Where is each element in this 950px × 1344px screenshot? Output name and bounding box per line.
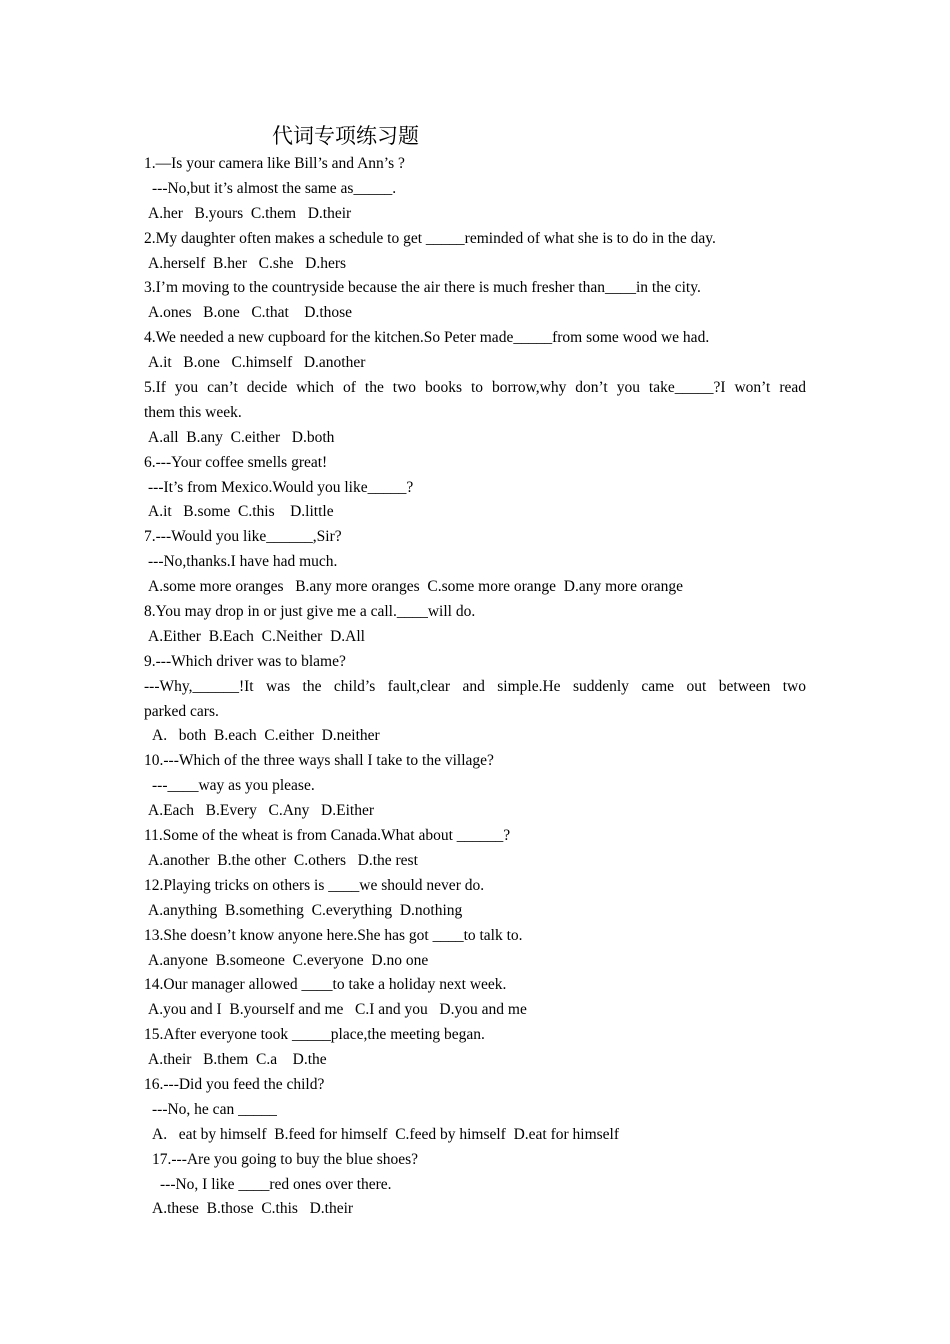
exercise-line: 13.She doesn’t know anyone here.She has got ____to talk to. (144, 926, 523, 944)
exercise-line: ---No, he can _____ (152, 1100, 277, 1118)
exercise-line: A.Each B.Every C.Any D.Either (148, 802, 374, 820)
exercise-line: 6.---Your coffee smells great! (144, 453, 328, 471)
exercise-line: 16.---Did you feed the child? (144, 1075, 325, 1093)
exercise-line: 4.We needed a new cupboard for the kitchen.So Peter made_____from some wood we had. (144, 329, 710, 347)
exercise-line: 15.After everyone took _____place,the meeting began. (144, 1026, 485, 1044)
exercise-line: A. both B.each C.either D.neither (152, 727, 380, 745)
exercise-body (144, 152, 806, 1222)
exercise-line: ---No,thanks.I have had much. (148, 553, 338, 571)
exercise-line: parked cars. (144, 702, 219, 720)
document-title: 代词专项练习题 (272, 124, 419, 148)
exercise-line: A.Either B.Each C.Neither D.All (148, 627, 365, 645)
exercise-line: 7.---Would you like______,Sir? (144, 528, 342, 546)
exercise-line: 8.You may drop in or just give me a call.____will do. (144, 603, 476, 621)
exercise-line: A.another B.the other C.others D.the rest (148, 851, 418, 869)
exercise-line: ---No,but it’s almost the same as_____. (152, 179, 397, 197)
exercise-line: ---No, I like ____red ones over there. (160, 1175, 392, 1193)
exercise-line: A.their B.them C.a D.the (148, 1051, 327, 1069)
exercise-line: 5.If you can’t decide which of the two books to borrow,why don’t you take_____?I won’t read (144, 379, 806, 397)
exercise-line: A.these B.those C.this D.their (152, 1200, 354, 1218)
exercise-line: A.anyone B.someone C.everyone D.no one (148, 951, 429, 969)
exercise-line: A.it B.some C.this D.little (148, 503, 334, 521)
exercise-line: 2.My daughter often makes a schedule to get _____reminded of what she is to do in the day. (144, 229, 716, 247)
exercise-line: A.ones B.one C.that D.those (148, 304, 353, 322)
exercise-line: 12.Playing tricks on others is ____we should never do. (144, 876, 485, 894)
exercise-line: 17.---Are you going to buy the blue shoes? (152, 1150, 419, 1168)
exercise-line: ---Why,______!It was the child’s fault,clear and simple.He suddenly came out between two (144, 677, 806, 695)
exercise-line: A.it B.one C.himself D.another (148, 354, 366, 372)
exercise-line: ---It’s from Mexico.Would you like_____? (148, 478, 414, 496)
exercise-line: 1.—Is your camera like Bill’s and Ann’s ? (144, 155, 405, 172)
exercise-line: 9.---Which driver was to blame? (144, 652, 346, 670)
exercise-line: A.all B.any C.either D.both (148, 428, 335, 446)
document-page (144, 120, 806, 1222)
exercise-line: ---____way as you please. (152, 777, 315, 795)
exercise-line: A.some more oranges B.any more oranges C.some more orange D.any more orange (148, 578, 684, 596)
exercise-line: them this week. (144, 403, 242, 421)
exercise-line: A.her B.yours C.them D.their (148, 204, 352, 222)
exercise-line: 10.---Which of the three ways shall I take to the village? (144, 752, 494, 770)
exercise-line: 3.I’m moving to the countryside because the air there is much fresher than____in the city. (144, 279, 701, 297)
exercise-line: A.anything B.something C.everything D.nothing (148, 901, 463, 919)
exercise-line: 14.Our manager allowed ____to take a holiday next week. (144, 976, 507, 994)
exercise-line: A.herself B.her C.she D.hers (148, 254, 347, 272)
exercise-line: 11.Some of the wheat is from Canada.What about ______? (144, 827, 511, 845)
exercise-line: A. eat by himself B.feed for himself C.feed by himself D.eat for himself (152, 1125, 620, 1143)
exercise-line: A.you and I B.yourself and me C.I and you D.you and me (148, 1001, 527, 1019)
